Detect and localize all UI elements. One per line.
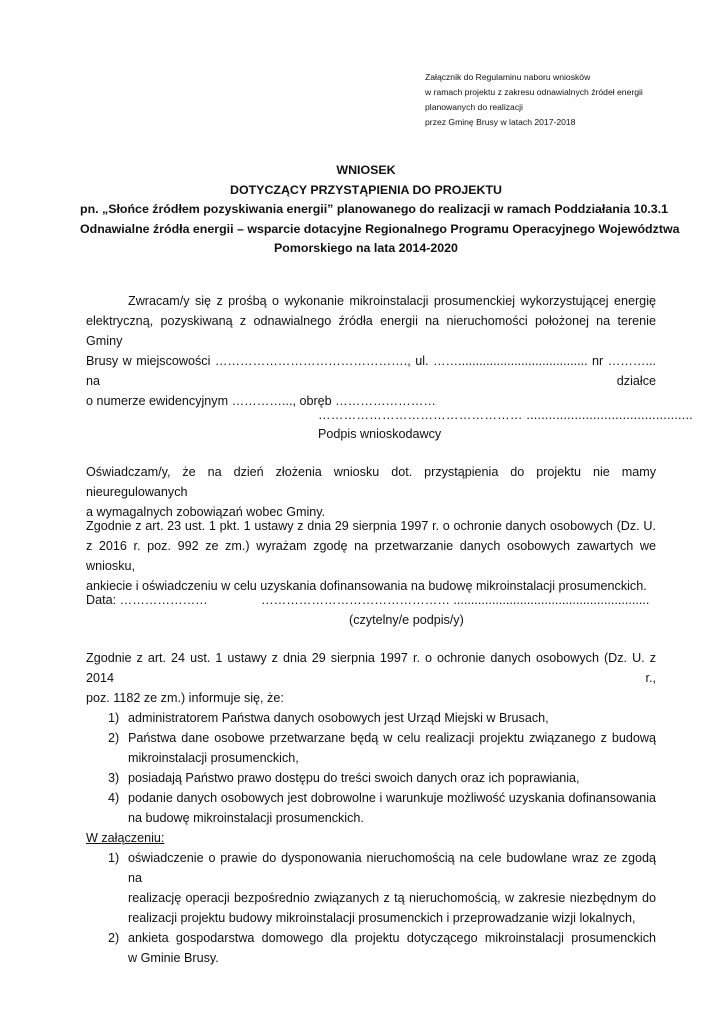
list-item-text: oświadczenie o prawie do dysponowania nieruchomością na cele budowlane wraz ze zgodą na: [128, 851, 656, 885]
list-item-text: posiadają Państwo prawo dostępu do treści swoich danych oraz ich poprawiania,: [128, 771, 580, 785]
header-note-line: planowanych do realizacji: [425, 102, 523, 112]
info-list: [86, 708, 656, 828]
date-field: Data: …………………: [86, 593, 208, 607]
declaration-line: Oświadczam/y, że na dzień złożenia wniosku dot. przystąpienia do projektu nie mamy nieuregulowanych: [86, 465, 656, 499]
list-item: [86, 768, 656, 788]
list-item: [86, 928, 656, 968]
info-line: Zgodnie z art. 24 ust. 1 ustawy z dnia 29 sierpnia 1997 r. o ochronie danych osobowych (Dz. U. z 2014 r.,: [86, 651, 656, 685]
list-number: 3): [108, 771, 120, 785]
list-item-text: ankieta gospodarstwa domowego dla projektu dotyczącego mikroinstalacji prosumenckich: [128, 931, 656, 945]
request-line: elektryczną, pozyskiwaną z odnawialnego źródła energii na nieruchomości położonej na terenie Gminy: [86, 314, 656, 348]
document-title: [80, 161, 680, 259]
list-number: 2): [108, 931, 120, 945]
signature-field: ……………………………………… ........................................................: [261, 593, 650, 607]
signature-label: Podpis wnioskodawcy: [318, 427, 442, 441]
list-item: [86, 848, 656, 928]
list-item: [86, 728, 656, 768]
list-number: 2): [108, 731, 120, 745]
title-line: Odnawialne źródła energii – wsparcie dotacyjne Regionalnego Programu Operacyjnego Województwa: [80, 221, 680, 236]
request-paragraph: [86, 291, 656, 411]
list-number: 1): [108, 711, 120, 725]
consent-line: z 2016 r. poz. 992 ze zm.) wyrażam zgodę na przetwarzanie danych osobowych zawartych we wniosku,: [86, 539, 656, 573]
list-item: [86, 708, 656, 728]
title-line: pn. „Słońce źródłem pozyskiwania energii” planowanego do realizacji w ramach Poddziałania 10.3.1: [80, 202, 669, 216]
title-line: Pomorskiego na lata 2014-2020: [274, 241, 458, 255]
request-line: o numerze ewidencyjnym …………..., obręb ……………………: [86, 394, 436, 408]
list-number: 1): [108, 851, 120, 865]
header-note-line: przez Gminę Brusy w latach 2017-2018: [425, 117, 576, 127]
list-item: [86, 788, 656, 828]
list-item-text: podanie danych osobowych jest dobrowolne i warunkuje możliwość uzyskania dofinansowania: [128, 791, 656, 805]
consent-paragraph: [86, 516, 656, 596]
list-item-text: realizację operacji bezpośrednio związanych z tą nieruchomością, w zakresie niezbędnym do: [128, 891, 656, 905]
info-line: poz. 1182 ze zm.) informuje się, że:: [86, 691, 284, 705]
title-line: DOTYCZĄCY PRZYSTĄPIENIA DO PROJEKTU: [230, 182, 502, 197]
header-note-line: w ramach projektu z zakresu odnawialnych źródeł energii: [425, 87, 643, 97]
declaration-line: a wymagalnych zobowiązań wobec Gminy.: [86, 505, 326, 519]
attachment-header-note: [425, 70, 685, 130]
list-item-text: administratorem Państwa danych osobowych jest Urząd Miejski w Brusach,: [128, 711, 549, 725]
list-item-text: w Gminie Brusy.: [128, 951, 219, 965]
attachments-heading: W załączeniu:: [86, 831, 165, 845]
signature-line: ………………………………………… .............................................: [318, 408, 693, 422]
attachments-list: [86, 848, 656, 968]
request-line: Zwracam/y się z prośbą o wykonanie mikroinstalacji prosumenckiej wykorzystującej energię: [128, 294, 656, 308]
list-item-text: realizacji projektu budowy mikroinstalacji prosumenckich i przeprowadzanie wizji lokalnych,: [128, 911, 636, 925]
declaration-paragraph: [86, 462, 656, 522]
list-item-text: Państwa dane osobowe przetwarzane będą w celu realizacji projektu związanego z budową: [128, 731, 656, 745]
list-item-text: mikroinstalacji prosumenckich,: [128, 751, 299, 765]
header-note-line: Załącznik do Regulaminu naboru wniosków: [425, 72, 591, 82]
list-number: 4): [108, 791, 120, 805]
consent-line: Zgodnie z art. 23 ust. 1 pkt. 1 ustawy z dnia 29 sierpnia 1997 r. o ochronie danych osobowych (Dz. U.: [86, 519, 656, 533]
signature-caption: (czytelny/e podpis/y): [349, 613, 464, 627]
title-line: WNIOSEK: [336, 163, 396, 177]
consent-line: ankiecie i oświadczeniu w celu uzyskania dofinansowania na budowę mikroinstalacji prosumenckich.: [86, 579, 647, 593]
list-item-text: na budowę mikroinstalacji prosumenckich.: [128, 811, 364, 825]
information-clause: [86, 648, 656, 968]
request-line: Brusy w miejscowości ………………………………………., ul. ……..................................... nr ………... na działce: [86, 354, 656, 388]
